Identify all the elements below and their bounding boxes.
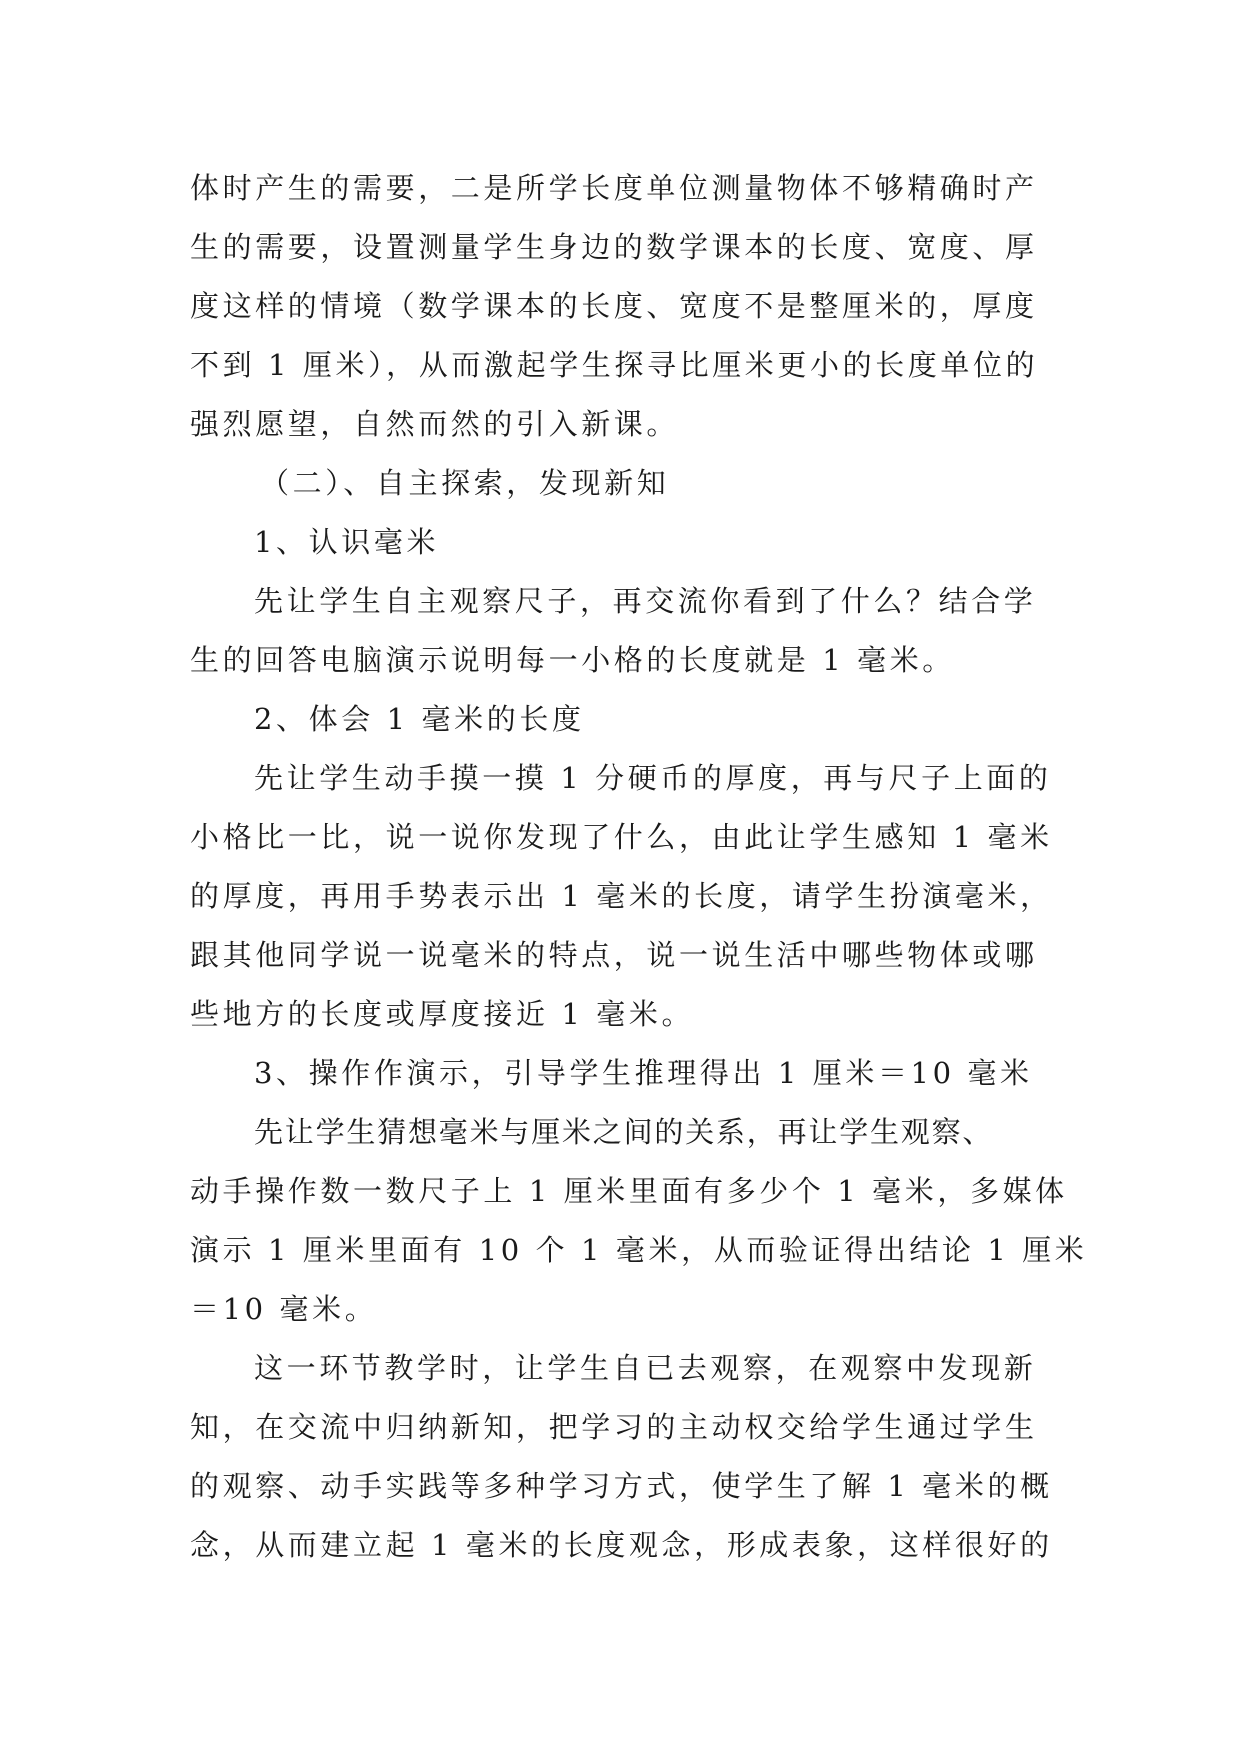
paragraph-line: 知，在交流中归纳新知，把学习的主动权交给学生通过学生 (190, 1410, 1038, 1444)
paragraph-line: 生的需要，设置测量学生身边的数学课本的长度、宽度、厚 (190, 230, 1038, 264)
paragraph-line: 动手操作数一数尺子上 1 厘米里面有多少个 1 毫米，多媒体 (190, 1174, 1068, 1208)
section-heading: （二）、自主探索，发现新知 (260, 466, 670, 500)
paragraph-line: 的观察、动手实践等多种学习方式，使学生了解 1 毫米的概 (190, 1469, 1053, 1503)
paragraph-line: 小格比一比，说一说你发现了什么，由此让学生感知 1 毫米 (190, 820, 1053, 854)
paragraph-line: 念，从而建立起 1 毫米的长度观念，形成表象，这样很好的 (190, 1528, 1053, 1562)
paragraph-line: 先让学生自主观察尺子，再交流你看到了什么？结合学 (254, 584, 1037, 618)
paragraph-line: 强烈愿望，自然而然的引入新课。 (190, 407, 680, 441)
paragraph-line: 不到 1 厘米），从而激起学生探寻比厘米更小的长度单位的 (190, 348, 1039, 382)
paragraph-line: ＝10 毫米。 (190, 1292, 378, 1326)
paragraph-line: 度这样的情境（数学课本的长度、宽度不是整厘米的，厚度 (190, 289, 1038, 323)
subsection-heading: 3、操作作演示，引导学生推理得出 1 厘米＝10 毫米 (254, 1056, 1033, 1090)
paragraph-line: 跟其他同学说一说毫米的特点，说一说生活中哪些物体或哪 (190, 938, 1038, 972)
paragraph-line: 先让学生动手摸一摸 1 分硬币的厚度，再与尺子上面的 (254, 761, 1052, 795)
subsection-heading: 2、体会 1 毫米的长度 (254, 702, 585, 736)
paragraph-line: 先让学生猜想毫米与厘米之间的关系，再让学生观察、 (254, 1115, 994, 1149)
paragraph-line: 演示 1 厘米里面有 10 个 1 毫米，从而验证得出结论 1 厘米 (190, 1233, 1088, 1267)
paragraph-line: 的厚度，再用手势表示出 1 毫米的长度，请学生扮演毫米， (190, 879, 1053, 913)
paragraph-line: 生的回答电脑演示说明每一小格的长度就是 1 毫米。 (190, 643, 955, 677)
paragraph-line: 这一环节教学时，让学生自已去观察，在观察中发现新 (254, 1351, 1037, 1385)
paragraph-line: 体时产生的需要，二是所学长度单位测量物体不够精确时产 (190, 171, 1038, 205)
subsection-heading: 1、认识毫米 (254, 525, 440, 559)
paragraph-line: 些地方的长度或厚度接近 1 毫米。 (190, 997, 695, 1031)
